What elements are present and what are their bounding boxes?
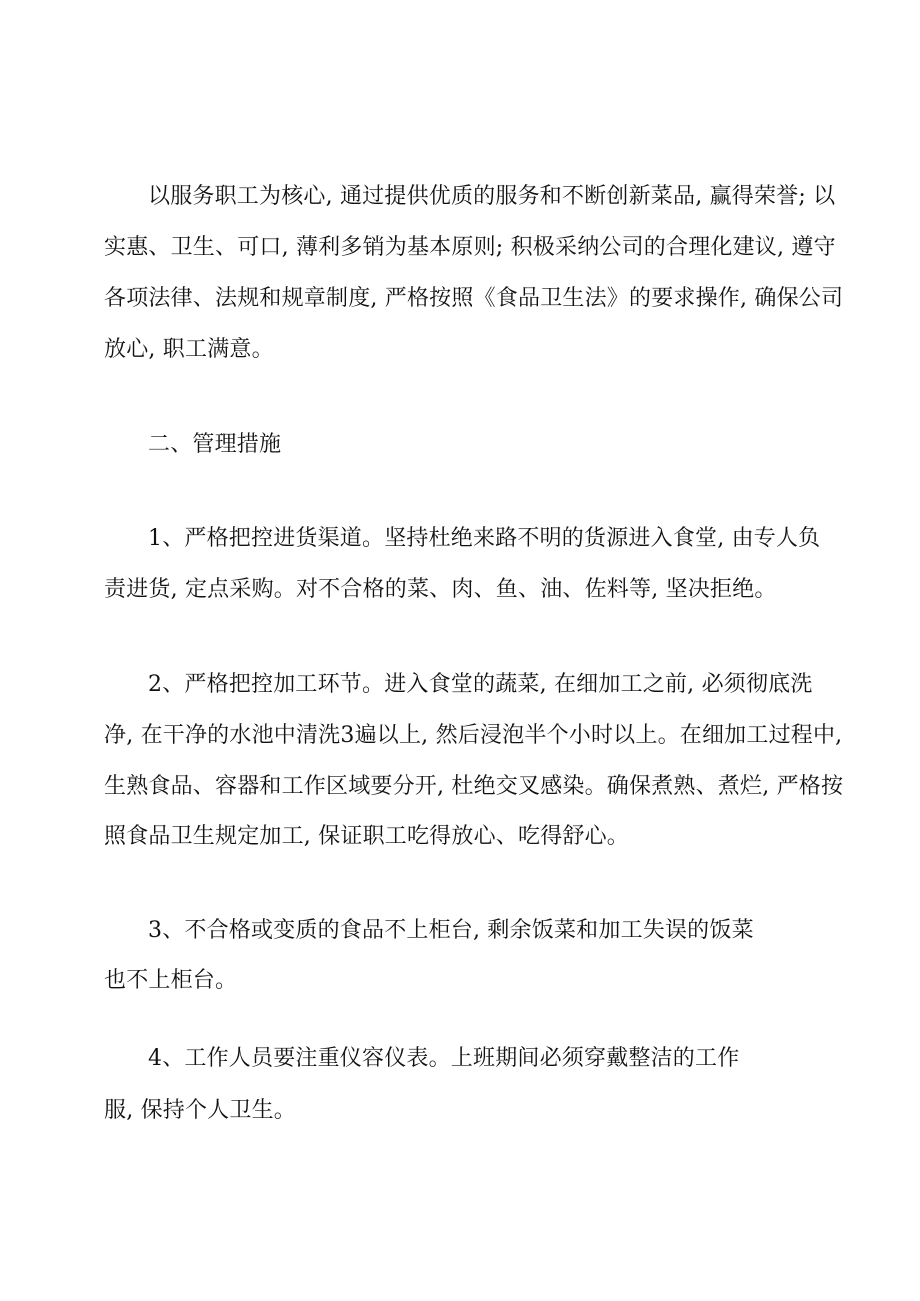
item-1-line-2: 责进货, 定点采购。对不合格的菜、肉、鱼、油、佐料等, 坚决拒绝。 [104, 577, 777, 602]
item-4-line-2: 服, 保持个人卫生。 [104, 1098, 296, 1123]
item-2-line-2: 净, 在干净的水池中清洗3遍以上, 然后浸泡半个小时以上。在细加工过程中, [104, 723, 843, 748]
intro-line-4: 放心, 职工满意。 [104, 337, 274, 362]
item-3-line-1: 3、不合格或变质的食品不上柜台, 剩余饭菜和加工失误的饭菜 [148, 918, 754, 943]
item-2-line-3: 生熟食品、容器和工作区域要分开, 杜绝交叉感染。确保煮熟、煮烂, 严格按 [104, 774, 844, 799]
intro-line-1: 以服务职工为核心, 通过提供优质的服务和不断创新菜品, 赢得荣誉; 以 [148, 184, 836, 209]
intro-line-3: 各项法律、法规和规章制度, 严格按照《食品卫生法》的要求操作, 确保公司 [104, 286, 844, 311]
item-1-line-1: 1、严格把控进货渠道。坚持杜绝来路不明的货源进入食堂, 由专人负 [148, 526, 821, 551]
intro-line-2: 实惠、卫生、可口, 薄利多销为基本原则; 积极采纳公司的合理化建议, 遵守 [104, 235, 836, 260]
item-3-line-2: 也不上柜台。 [104, 968, 238, 993]
item-4-line-1: 4、工作人员要注重仪容仪表。上班期间必须穿戴整洁的工作 [148, 1046, 740, 1071]
item-2-line-4: 照食品卫生规定加工, 保证职工吃得放心、吃得舒心。 [104, 824, 629, 849]
item-2-line-1: 2、严格把控加工环节。进入食堂的蔬菜, 在细加工之前, 必须彻底洗 [148, 672, 813, 697]
section-heading: 二、管理措施 [148, 432, 282, 457]
